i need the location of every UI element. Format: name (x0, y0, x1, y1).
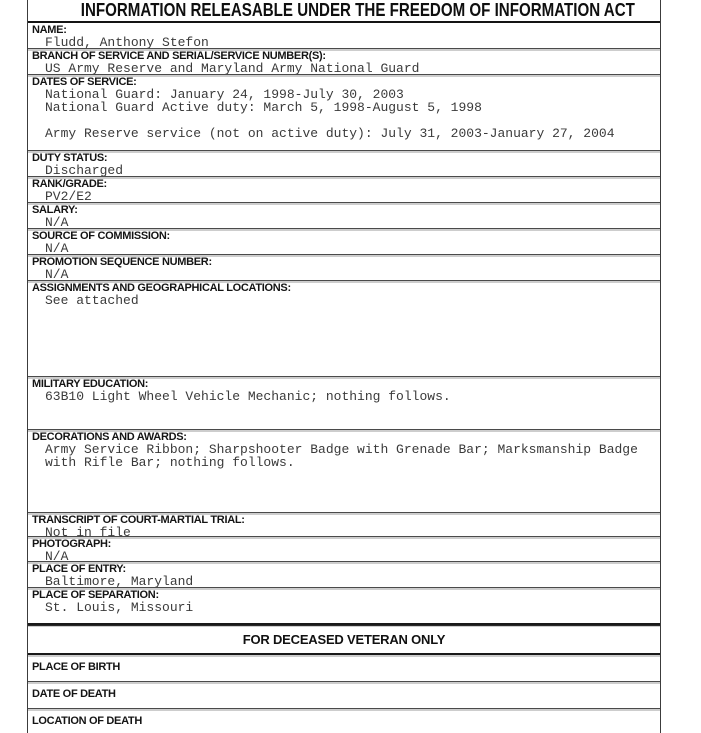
field-row-source-of-commission (28, 229, 660, 255)
field-label: SALARY: (32, 204, 78, 216)
field-row-branch-of-service (28, 49, 660, 75)
field-row-name (28, 23, 660, 49)
field-label: DATES OF SERVICE: (32, 76, 137, 88)
field-value: See attached (45, 294, 139, 307)
field-row-place-of-entry (28, 562, 660, 588)
field-label: PLACE OF ENTRY: (32, 563, 126, 575)
field-label: RANK/GRADE: (32, 178, 107, 190)
field-label: ASSIGNMENTS AND GEOGRAPHICAL LOCATIONS: (32, 282, 291, 294)
field-label: NAME: (32, 24, 67, 36)
field-value: N/A (45, 242, 69, 255)
field-label: MILITARY EDUCATION: (32, 378, 149, 390)
field-label: DECORATIONS AND AWARDS: (32, 431, 187, 443)
field-label: PLACE OF BIRTH (32, 661, 121, 673)
field-row-decorations-awards (28, 430, 660, 513)
field-label: DATE OF DEATH (32, 688, 116, 700)
field-value: N/A (45, 216, 69, 229)
field-value: Not in file (45, 526, 131, 537)
field-value: N/A (45, 268, 69, 281)
field-value: US Army Reserve and Maryland Army National Guard (45, 62, 420, 75)
field-row-assignments-locations (28, 281, 660, 377)
field-label: DUTY STATUS: (32, 152, 108, 164)
field-row-court-martial-transcript (28, 513, 660, 537)
field-row-dates-of-service (28, 75, 660, 151)
field-label: PHOTOGRAPH: (32, 538, 112, 550)
field-value: National Guard: January 24, 1998-July 30, 2003 (45, 88, 404, 101)
field-row-promotion-sequence-number (28, 255, 660, 281)
field-row-place-of-birth (28, 655, 660, 682)
field-value: N/A (45, 550, 69, 562)
deceased-section-header (28, 625, 660, 655)
field-value: National Guard Active duty: March 5, 1998-August 5, 1998 (45, 101, 482, 114)
field-value: PV2/E2 (45, 190, 92, 203)
field-row-duty-status (28, 151, 660, 177)
field-row-date-of-death (28, 682, 660, 709)
form-title: INFORMATION RELEASABLE UNDER THE FREEDOM OF INFORMATION ACT (80, 0, 635, 20)
deceased-section-title: FOR DECEASED VETERAN ONLY (242, 632, 446, 647)
field-label: LOCATION OF DEATH (32, 715, 142, 727)
field-label: BRANCH OF SERVICE AND SERIAL/SERVICE NUMBER(S): (32, 50, 326, 62)
field-value: Army Reserve service (not on active duty): July 31, 2003-January 27, 2004 (45, 127, 615, 140)
field-label: TRANSCRIPT OF COURT-MARTIAL TRIAL: (32, 514, 245, 526)
field-label: PLACE OF SEPARATION: (32, 589, 159, 601)
field-label: PROMOTION SEQUENCE NUMBER: (32, 256, 212, 268)
foia-form-page (27, 0, 661, 733)
blank-line (32, 114, 660, 127)
field-value: with Rifle Bar; nothing follows. (45, 456, 295, 469)
field-row-location-of-death (28, 709, 660, 733)
field-value: Baltimore, Maryland (45, 575, 194, 588)
field-value: Fludd, Anthony Stefon (45, 36, 209, 49)
form-title-bar (28, 0, 660, 23)
field-row-rank-grade (28, 177, 660, 203)
field-row-photograph (28, 537, 660, 562)
field-value: Army Service Ribbon; Sharpshooter Badge with Grenade Bar; Marksmanship Badge (45, 443, 638, 456)
field-label: SOURCE OF COMMISSION: (32, 230, 170, 242)
field-value: Discharged (45, 164, 124, 177)
field-value: St. Louis, Missouri (45, 601, 194, 614)
field-row-place-of-separation (28, 588, 660, 625)
field-value: 63B10 Light Wheel Vehicle Mechanic; nothing follows. (45, 390, 451, 403)
field-row-salary (28, 203, 660, 229)
field-row-military-education (28, 377, 660, 430)
